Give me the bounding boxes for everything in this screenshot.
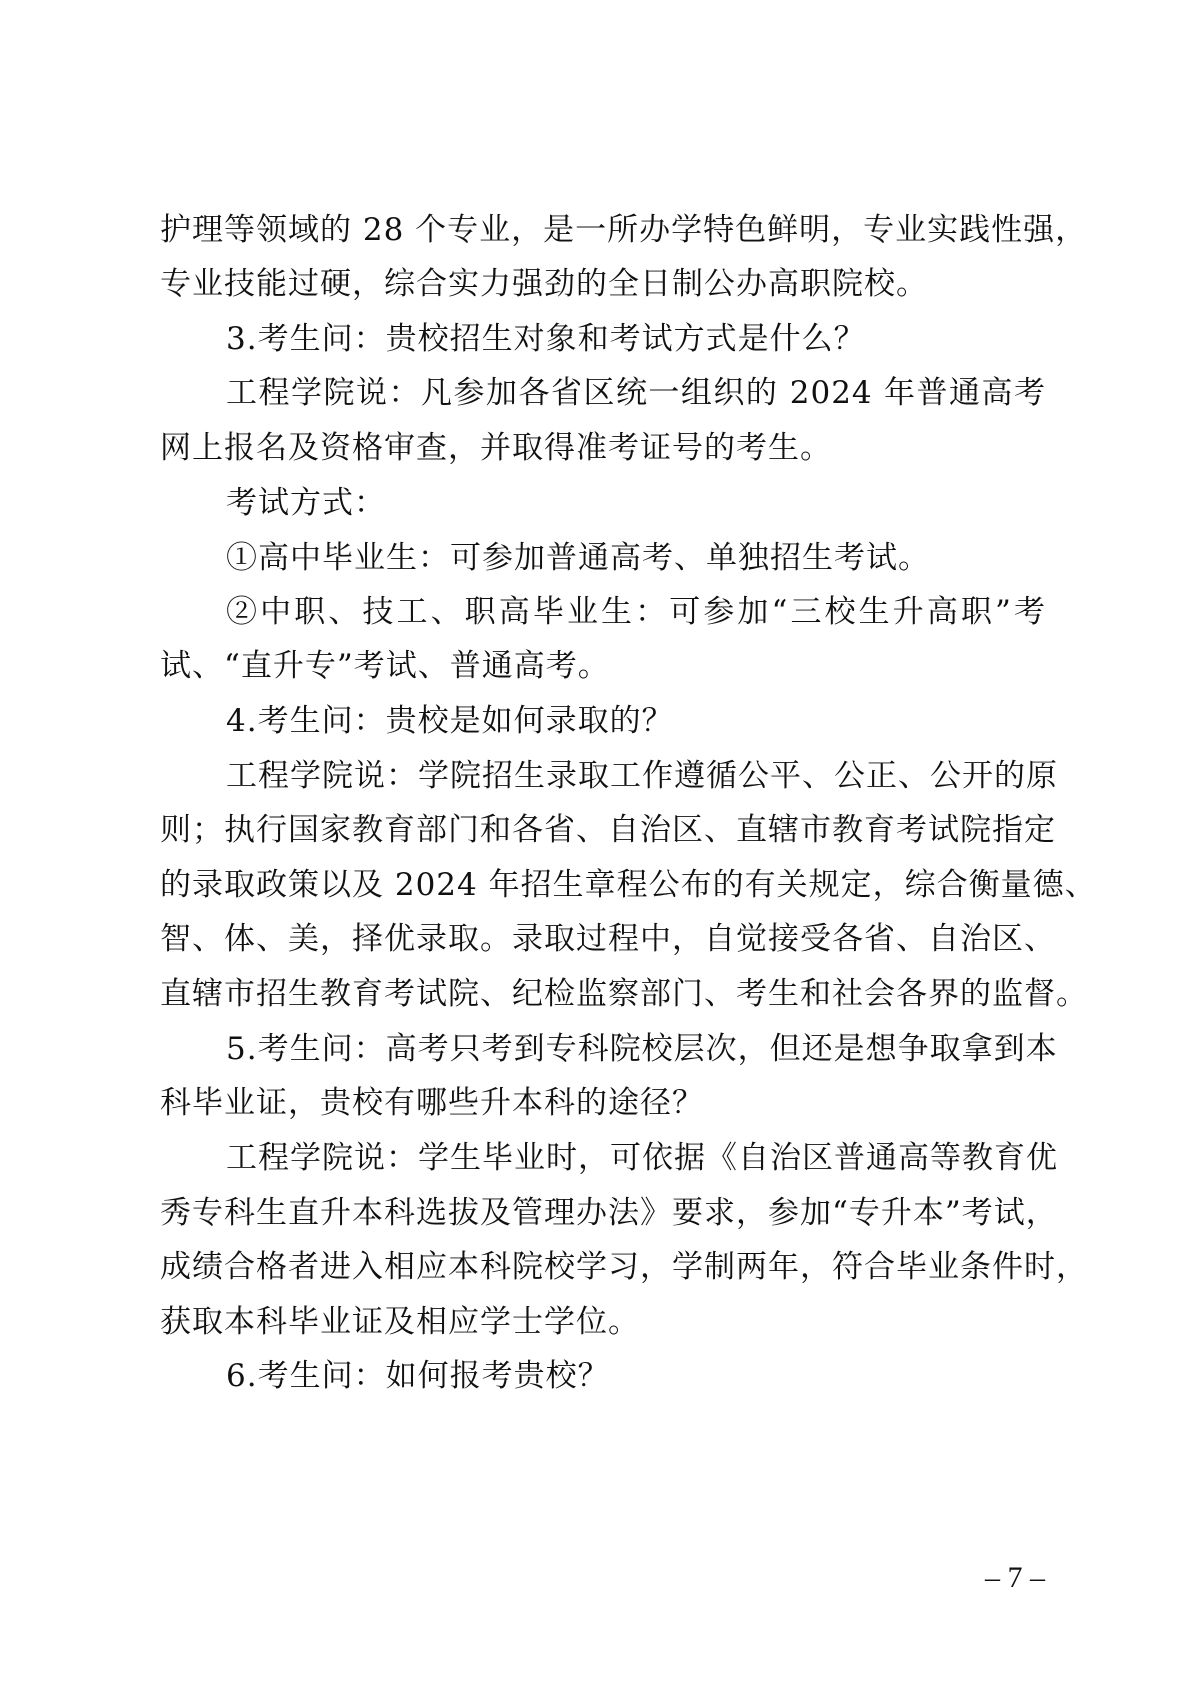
paragraph-line: 考试方式：	[226, 485, 386, 521]
question-heading: 5.考生问：高考只考到专科院校层次，但还是想争取拿到本	[226, 1031, 1058, 1067]
paragraph-line: 工程学院说：学院招生录取工作遵循公平、公正、公开的原	[226, 758, 1058, 794]
paragraph-line: 的录取政策以及 2024 年招生章程公布的有关规定，综合衡量德、	[160, 867, 1097, 903]
paragraph-line: 直辖市招生教育考试院、纪检监察部门、考生和社会各界的监督。	[160, 976, 1088, 1012]
paragraph-line: 获取本科毕业证及相应学士学位。	[160, 1304, 640, 1340]
question-heading: 科毕业证，贵校有哪些升本科的途径？	[160, 1085, 704, 1121]
paragraph-line: 秀专科生直升本科选拔及管理办法》要求，参加“专升本”考试，	[160, 1195, 1058, 1231]
question-heading: 6.考生问：如何报考贵校？	[226, 1358, 610, 1394]
paragraph-line: 智、体、美，择优录取。录取过程中，自觉接受各省、自治区、	[160, 921, 1056, 957]
paragraph-line: 护理等领域的 28 个专业，是一所办学特色鲜明，专业实践性强，	[160, 212, 1088, 248]
question-heading: 3.考生问：贵校招生对象和考试方式是什么？	[226, 321, 866, 357]
paragraph-line: 成绩合格者进入相应本科院校学习，学制两年，符合毕业条件时，	[160, 1249, 1088, 1285]
paragraph-line: 则；执行国家教育部门和各省、自治区、直辖市教育考试院指定	[160, 812, 1056, 848]
paragraph-line: 工程学院说：学生毕业时，可依据《自治区普通高等教育优	[226, 1140, 1058, 1176]
paragraph-line: 专业技能过硬，综合实力强劲的全日制公办高职院校。	[160, 266, 928, 302]
list-item: ①高中毕业生：可参加普通高考、单独招生考试。	[226, 540, 930, 576]
question-heading: 4.考生问：贵校是如何录取的？	[226, 703, 674, 739]
page-number: – 7 –	[985, 1561, 1045, 1594]
paragraph-line: 试、“直升专”考试、普通高考。	[160, 648, 610, 684]
paragraph-line: 工程学院说：凡参加各省区统一组织的 2024 年普通高考	[226, 375, 1046, 411]
list-item: ②中职、技工、职高毕业生：可参加“三校生升高职”考	[226, 594, 1046, 630]
paragraph-line: 网上报名及资格审查，并取得准考证号的考生。	[160, 430, 832, 466]
